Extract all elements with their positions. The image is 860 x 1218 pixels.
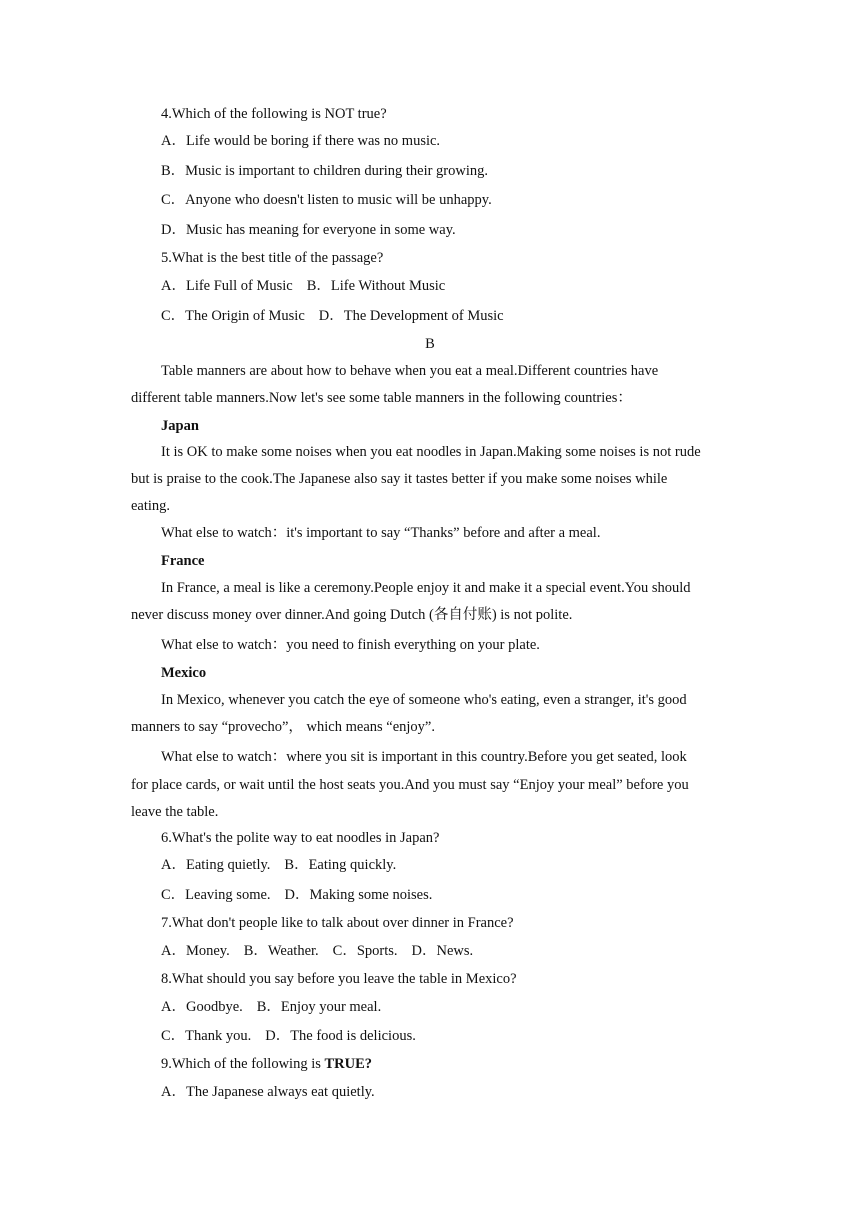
q8-stem: 8.What should you say before you leave the table in Mexico?: [161, 971, 517, 987]
france-line-1: In France, a meal is like a ceremony.People enjoy it and make it a special event.You should: [161, 580, 691, 596]
q4-option-a: A．Life would be boring if there was no music.: [161, 133, 441, 149]
q4-stem: 4.Which of the following is NOT true?: [161, 106, 387, 122]
japan-line-1: It is OK to make some noises when you eat noodles in Japan.Making some noises is not rude: [161, 444, 701, 460]
q4-option-d: D．Music has meaning for everyone in some way.: [161, 222, 456, 238]
france-line-2: never discuss money over dinner.And going Dutch (各自付账) is not polite.: [131, 607, 573, 623]
q8-options-row1: [161, 997, 381, 1017]
q5-option-b: B．Life Without Music: [306, 278, 446, 294]
section-b-label: B: [425, 336, 435, 352]
q7-option-c: C．Sports.: [332, 943, 398, 959]
q9-stem-emphasis: TRUE?: [324, 1056, 373, 1072]
q7-option-b: B．Weather.: [243, 943, 319, 959]
mexico-line-2: manners to say “provecho”， which means “enjoy”.: [131, 719, 435, 735]
q4-option-b: B．Music is important to children during their growing.: [161, 163, 489, 179]
japan-line-3: eating.: [131, 498, 171, 514]
q5-options-row1: [161, 276, 445, 296]
q5-option-a: A．Life Full of Music: [161, 278, 293, 294]
q8-option-c: C．Thank you.: [161, 1028, 252, 1044]
q5-options-row2: [161, 306, 504, 326]
japan-heading: Japan: [161, 418, 199, 434]
mexico-watch-line-1: What else to watch：where you sit is important in this country.Before you get seated, look: [161, 749, 687, 765]
q6-options-row2: [161, 885, 432, 905]
japan-watch: What else to watch：it's important to say “Thanks” before and after a meal.: [161, 525, 601, 541]
q6-option-a: A．Eating quietly.: [161, 857, 271, 873]
q6-stem: 6.What's the polite way to eat noodles in Japan?: [161, 830, 440, 846]
q8-option-a: A．Goodbye.: [161, 999, 243, 1015]
q7-option-a: A．Money.: [161, 943, 230, 959]
q7-options-row1: [161, 941, 473, 961]
q7-stem: 7.What don't people like to talk about over dinner in France?: [161, 915, 514, 931]
q9-stem: [161, 1054, 372, 1074]
q4-option-c: C．Anyone who doesn't listen to music will be unhappy.: [161, 192, 492, 208]
q9-option-a: A．The Japanese always eat quietly.: [161, 1084, 375, 1100]
q6-option-d: D．Making some noises.: [284, 887, 433, 903]
q6-option-b: B．Eating quickly.: [284, 857, 397, 873]
intro-line-1: Table manners are about how to behave when you eat a meal.Different countries have: [161, 363, 659, 379]
q8-option-b: B．Enjoy your meal.: [256, 999, 382, 1015]
q6-option-c: C．Leaving some.: [161, 887, 271, 903]
q9-stem-prefix: 9.Which of the following is: [161, 1056, 325, 1072]
q5-option-d: D．The Development of Music: [318, 308, 504, 324]
q5-option-c: C．The Origin of Music: [161, 308, 305, 324]
japan-line-2: but is praise to the cook.The Japanese also say it tastes better if you make some noises while: [131, 471, 668, 487]
mexico-line-1: In Mexico, whenever you catch the eye of someone who's eating, even a stranger, it's good: [161, 692, 687, 708]
q7-option-d: D．News.: [411, 943, 474, 959]
mexico-watch-line-2: for place cards, or wait until the host seats you.And you must say “Enjoy your meal” before you: [131, 777, 689, 793]
intro-line-2: different table manners.Now let's see some table manners in the following countries：: [131, 390, 632, 406]
mexico-watch-line-3: leave the table.: [131, 804, 219, 820]
france-heading: France: [161, 553, 205, 569]
q8-options-row2: [161, 1026, 416, 1046]
france-watch: What else to watch：you need to finish everything on your plate.: [161, 637, 540, 653]
q6-options-row1: [161, 855, 396, 875]
q5-stem: 5.What is the best title of the passage?: [161, 250, 384, 266]
q8-option-d: D．The food is delicious.: [265, 1028, 416, 1044]
mexico-heading: Mexico: [161, 665, 207, 681]
